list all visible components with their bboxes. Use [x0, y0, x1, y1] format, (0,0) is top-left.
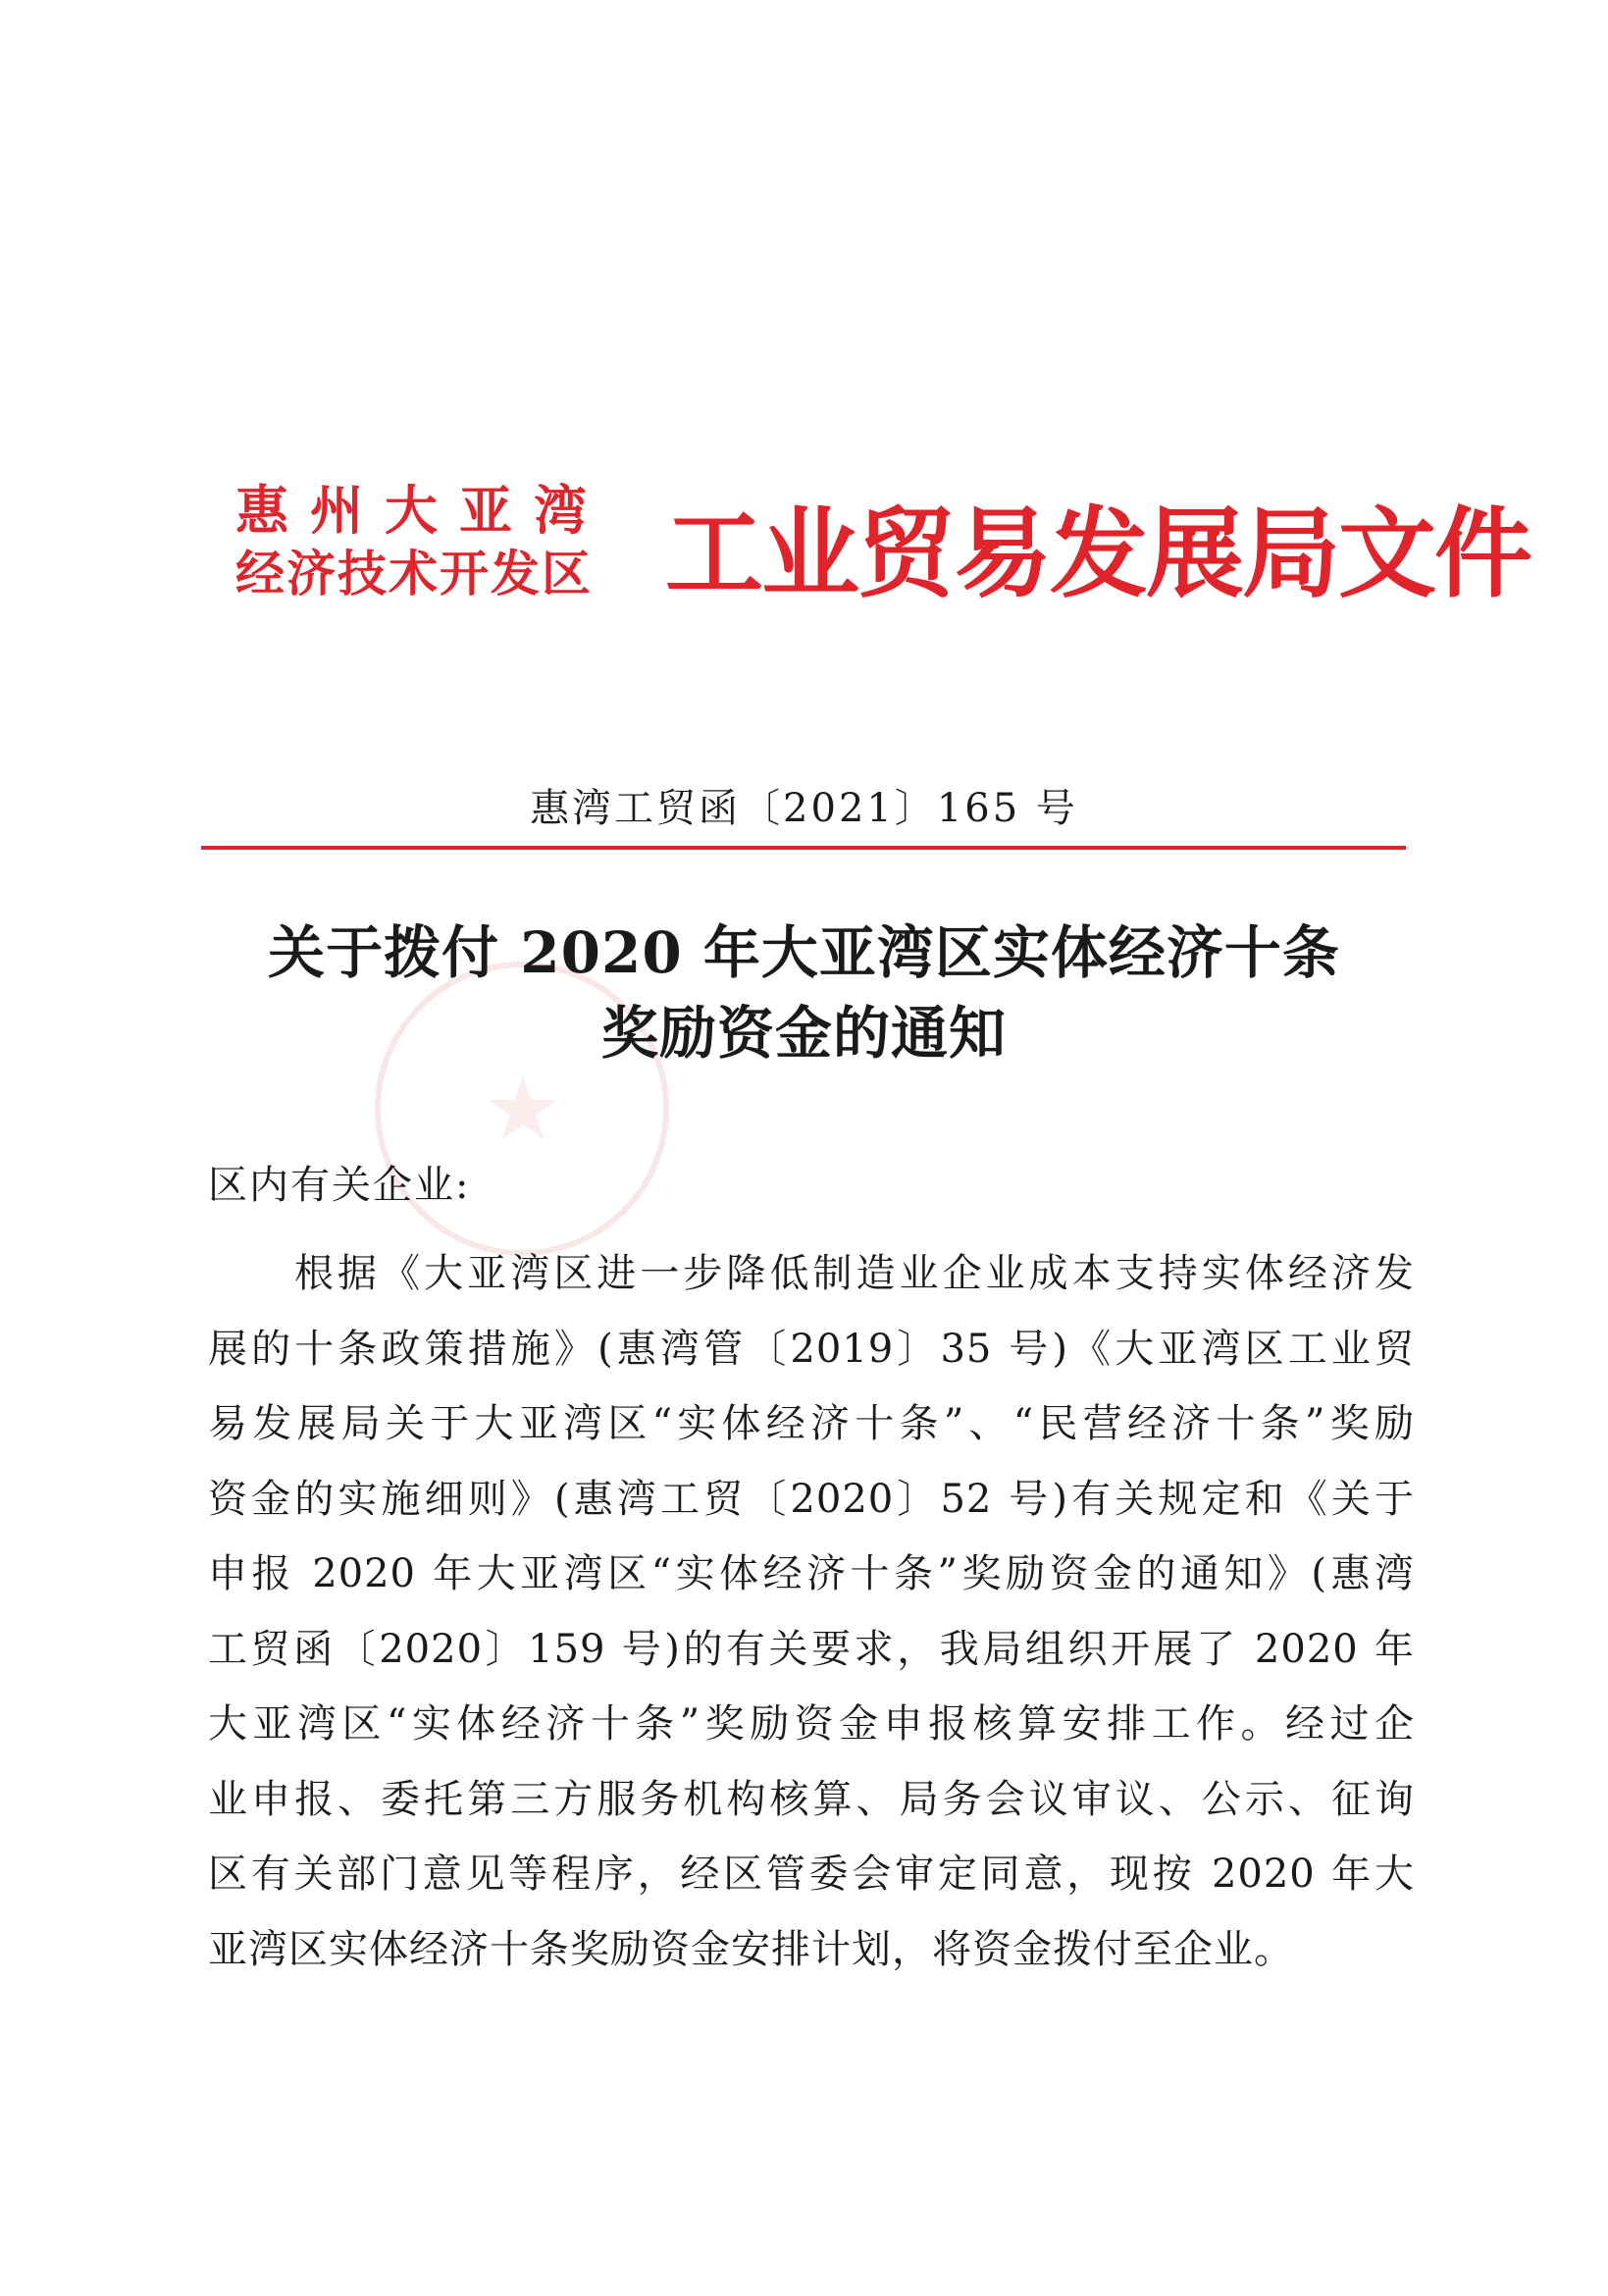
body-line: 区有关部门意见等程序，经区管委会审定同意，现按 2020 年大: [208, 1852, 1415, 1897]
notice-title: [0, 913, 1608, 1073]
red-divider-line: [201, 846, 1406, 850]
body-paragraph: [208, 1236, 1415, 1987]
bureau-document-title: 工业贸易发展局文件: [665, 496, 1530, 611]
org-name-line2: 经济技术开发区: [235, 546, 593, 602]
body-line: 申报 2020 年大亚湾区“实体经济十条”奖励资金的通知》(惠湾: [208, 1551, 1415, 1596]
body-line: 亚湾区实体经济十条奖励资金安排计划，将资金拨付至企业。: [208, 1926, 1294, 1972]
body-line: 业申报、委托第三方服务机构核算、局务会议审议、公示、征询: [208, 1776, 1415, 1822]
document-number: 惠湾工贸函〔2021〕165 号: [530, 786, 1078, 831]
body-line: 大亚湾区“实体经济十条”奖励资金申报核算安排工作。经过企: [208, 1701, 1415, 1747]
body-line: 展的十条政策措施》(惠湾管〔2019〕35 号)《大亚湾区工业贸: [208, 1326, 1415, 1372]
issuing-organization: [235, 481, 648, 606]
body-line: 根据《大亚湾区进一步降低制造业企业成本支持实体经济发: [294, 1251, 1415, 1296]
notice-title-line2: 奖励资金的通知: [600, 1000, 1007, 1067]
body-line: 工贸函〔2020〕159 号)的有关要求，我局组织开展了 2020 年: [208, 1626, 1415, 1672]
body-line: 资金的实施细则》(惠湾工贸〔2020〕52 号)有关规定和《关于: [208, 1476, 1415, 1522]
body-line: 易发展局关于大亚湾区“实体经济十条”、“民营经济十条”奖励: [208, 1401, 1415, 1446]
seal-star-icon: ★: [483, 1058, 563, 1161]
salutation: 区内有关企业:: [208, 1163, 471, 1208]
org-name-line1: 惠州大亚湾: [235, 480, 608, 542]
notice-title-line1: 关于拨付 2020 年大亚湾区实体经济十条: [268, 919, 1340, 986]
